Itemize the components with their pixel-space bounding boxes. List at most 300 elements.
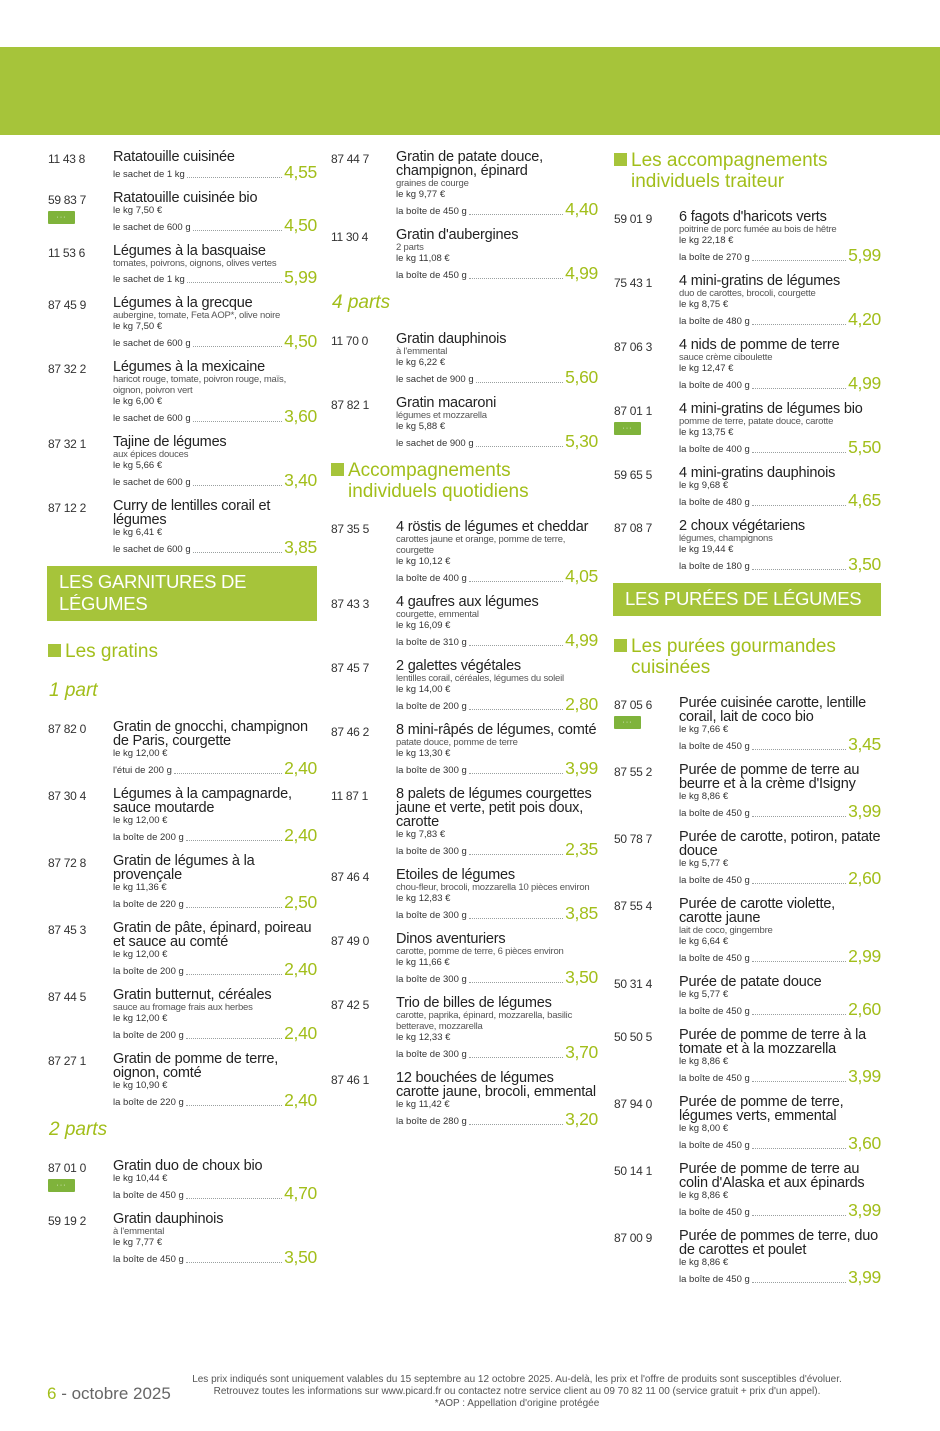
- package-size: le sachet de 900 g: [396, 374, 474, 385]
- product-price: 4,99: [565, 630, 598, 650]
- product-description: carotte, pomme de terre, 6 pièces environ: [396, 946, 564, 957]
- product-description: aubergine, tomate, Feta AOP*, olive noire: [113, 310, 281, 321]
- package-size: la boîte de 450 g: [679, 1207, 750, 1218]
- product-item: [330, 996, 598, 1061]
- price-row: [679, 1068, 881, 1085]
- dot-leader: [476, 446, 563, 447]
- package-size: la boîte de 450 g: [679, 875, 750, 886]
- product-price: 3,60: [848, 1133, 881, 1153]
- section-heading-text: Accompagnements individuels quotidiens: [348, 460, 529, 502]
- product-item: [47, 435, 317, 489]
- dot-leader: [469, 278, 563, 279]
- price-row: [396, 841, 598, 858]
- dot-leader: [752, 1215, 846, 1216]
- product-code: 87 45 3: [48, 923, 86, 937]
- footer-note-aop: *AOP : Appellation d'origine protégée: [434, 1398, 600, 1409]
- product-name: Légumes à la basquaise: [113, 243, 266, 259]
- price-row: [679, 492, 881, 509]
- dot-leader: [186, 840, 282, 841]
- product-price: 2,40: [284, 825, 317, 845]
- unit-price: le kg 10,44 €: [113, 1173, 168, 1184]
- product-description: à l'emmental: [113, 1226, 165, 1237]
- unit-price: le kg 6,64 €: [679, 936, 729, 947]
- package-size: la boîte de 300 g: [396, 910, 467, 921]
- unit-price: le kg 6,41 €: [113, 527, 163, 538]
- product-name: 8 palets de légumes courgettes jaune et verte, petit pois doux, carotte: [396, 786, 592, 830]
- product-price: 4,99: [848, 373, 881, 393]
- dot-leader: [469, 1124, 563, 1125]
- product-code: 11 87 1: [331, 789, 369, 803]
- dot-leader: [476, 382, 563, 383]
- product-name: Légumes à la campagnarde, sauce moutarde: [113, 786, 292, 816]
- product-name: Gratin de pomme de terre, oignon, comté: [113, 1051, 279, 1081]
- product-code: 87 82 0: [48, 722, 86, 736]
- product-description: courgette, emmental: [396, 609, 479, 620]
- price-row: [113, 408, 317, 425]
- price-row: [679, 375, 881, 392]
- product-description: graines de courge: [396, 178, 469, 189]
- product-code: 87 42 5: [331, 998, 369, 1012]
- page-number: 6 - octobre 2025: [47, 1384, 171, 1403]
- product-price: 4,50: [284, 215, 317, 235]
- square-bullet-icon: [331, 463, 344, 476]
- package-size: la boîte de 450 g: [679, 741, 750, 752]
- product-name: Purée de pommes de terre, duo de carottes et poulet: [679, 1228, 878, 1258]
- unit-price: le kg 14,00 €: [396, 684, 451, 695]
- product-item: [47, 787, 317, 844]
- product-description: 2 parts: [396, 242, 424, 253]
- product-name: 2 galettes végétales: [396, 658, 521, 674]
- product-item: [613, 696, 881, 753]
- price-row: [396, 433, 598, 450]
- dot-leader: [752, 749, 846, 750]
- section-heading-text: Les gratins: [65, 641, 158, 662]
- product-price: 2,35: [565, 839, 598, 859]
- unit-price: le kg 7,83 €: [396, 829, 446, 840]
- product-description: pomme de terre, patate douce, carotte: [679, 416, 834, 427]
- unit-price: le kg 6,00 €: [113, 396, 163, 407]
- package-size: la boîte de 400 g: [396, 573, 467, 584]
- product-price: 3,99: [848, 801, 881, 821]
- unit-price: le kg 13,75 €: [679, 427, 734, 438]
- unit-price: le kg 6,22 €: [396, 357, 446, 368]
- footer-note-validity: Les prix indiqués sont uniquement valables du 15 septembre au 12 octobre 2025. Au-delà, les prix et l'offre de produits sont susceptibles d'évoluer.: [192, 1374, 842, 1385]
- package-size: le sachet de 600 g: [113, 544, 191, 555]
- product-item: [330, 787, 598, 858]
- product-name: 8 mini-râpés de légumes, comté: [396, 722, 597, 738]
- dot-leader: [187, 177, 282, 178]
- product-code: 50 78 7: [614, 832, 652, 846]
- price-row: [396, 969, 598, 986]
- unit-price: le kg 12,00 €: [113, 815, 168, 826]
- product-name: Purée de pomme de terre, légumes verts, emmental: [679, 1094, 844, 1124]
- product-price: 2,80: [565, 694, 598, 714]
- portion-heading: 1 part: [49, 680, 98, 701]
- price-row: [396, 201, 598, 218]
- dot-leader: [752, 452, 846, 453]
- product-item: [47, 1052, 317, 1109]
- product-code: 59 19 2: [48, 1214, 86, 1228]
- package-size: la boîte de 450 g: [113, 1190, 184, 1201]
- product-code: 50 50 5: [614, 1030, 652, 1044]
- price-row: [113, 472, 317, 489]
- unit-price: le kg 10,90 €: [113, 1080, 168, 1091]
- package-size: la boîte de 450 g: [396, 270, 467, 281]
- price-row: [113, 217, 317, 234]
- price-row: [679, 1001, 881, 1018]
- price-row: [113, 1249, 317, 1266]
- price-row: [679, 1202, 881, 1219]
- product-item: [613, 1162, 881, 1219]
- product-code: 87 55 2: [614, 765, 652, 779]
- price-row: [679, 439, 881, 456]
- product-code: 87 32 2: [48, 362, 86, 376]
- package-size: la boîte de 280 g: [396, 1116, 467, 1127]
- unit-price: le kg 7,50 €: [113, 321, 163, 332]
- product-name: 4 mini-gratins de légumes bio: [679, 401, 863, 417]
- price-row: [679, 556, 881, 573]
- product-code: 59 65 5: [614, 468, 652, 482]
- column-left: [47, 150, 317, 1276]
- unit-price: le kg 8,86 €: [679, 791, 729, 802]
- price-row: [679, 803, 881, 820]
- product-code: 87 43 3: [331, 597, 369, 611]
- dot-leader: [752, 883, 846, 884]
- package-size: la boîte de 270 g: [679, 252, 750, 263]
- product-name: Purée cuisinée carotte, lentille corail, lait de coco bio: [679, 695, 867, 725]
- package-size: la boîte de 480 g: [679, 316, 750, 327]
- dot-leader: [186, 974, 282, 975]
- dot-leader: [186, 1262, 282, 1263]
- product-name: 4 nids de pomme de terre: [679, 337, 840, 353]
- product-item: [47, 1212, 317, 1266]
- product-name: Tajine de légumes: [113, 434, 227, 450]
- product-price: 2,40: [284, 1023, 317, 1043]
- portion-heading: 2 parts: [49, 1119, 108, 1140]
- product-name: Purée de carotte, potiron, patate douce: [679, 829, 881, 859]
- product-price: 3,45: [848, 734, 881, 754]
- package-size: la boîte de 450 g: [679, 1073, 750, 1084]
- product-item: [47, 296, 317, 350]
- unit-price: le kg 9,77 €: [396, 189, 446, 200]
- product-name: Etoiles de légumes: [396, 867, 515, 883]
- product-price: 5,30: [565, 431, 598, 451]
- dot-leader: [186, 1105, 282, 1106]
- product-description: à l'emmental: [396, 346, 448, 357]
- package-size: la boîte de 220 g: [113, 899, 184, 910]
- unit-price: le kg 12,47 €: [679, 363, 734, 374]
- product-code: 87 32 1: [48, 437, 86, 451]
- unit-price: le kg 7,66 €: [679, 724, 729, 735]
- dot-leader: [752, 260, 846, 261]
- product-price: 3,70: [565, 1042, 598, 1062]
- product-item: [330, 150, 598, 218]
- price-row: [113, 961, 317, 978]
- product-code: 87 45 7: [331, 661, 369, 675]
- price-row: [396, 1044, 598, 1061]
- unit-price: le kg 8,00 €: [679, 1123, 729, 1134]
- dot-leader: [193, 485, 282, 486]
- package-size: le sachet de 600 g: [113, 222, 191, 233]
- product-item: [47, 244, 317, 286]
- section-heading: [330, 460, 598, 502]
- product-code: 87 72 8: [48, 856, 86, 870]
- section-banner: LES GARNITURES DE LÉGUMES: [47, 566, 317, 621]
- product-price: 3,50: [848, 554, 881, 574]
- product-item: [613, 274, 881, 328]
- bio-label-icon: ···: [48, 1179, 75, 1192]
- price-row: [679, 247, 881, 264]
- product-price: 5,99: [284, 267, 317, 287]
- bio-label-icon: ···: [614, 422, 641, 435]
- unit-price: le kg 12,00 €: [113, 949, 168, 960]
- product-price: 3,20: [565, 1109, 598, 1129]
- product-price: 4,20: [848, 309, 881, 329]
- dot-leader: [469, 773, 563, 774]
- product-name: Légumes à la mexicaine: [113, 359, 265, 375]
- product-description: aux épices douces: [113, 449, 189, 460]
- package-size: la boîte de 310 g: [396, 637, 467, 648]
- section-heading: [613, 636, 881, 678]
- product-item: [613, 830, 881, 887]
- package-size: la boîte de 300 g: [396, 1049, 467, 1060]
- price-row: [396, 632, 598, 649]
- unit-price: le kg 8,86 €: [679, 1190, 729, 1201]
- price-row: [113, 269, 317, 286]
- price-row: [113, 760, 317, 777]
- price-row: [113, 333, 317, 350]
- product-description: patate douce, pomme de terre: [396, 737, 518, 748]
- product-name: Purée de carotte violette, carotte jaune: [679, 896, 836, 926]
- product-description: légumes et mozzarella: [396, 410, 487, 421]
- product-item: [330, 659, 598, 713]
- product-item: [613, 466, 881, 509]
- unit-price: le kg 5,77 €: [679, 858, 729, 869]
- product-item: [613, 897, 881, 965]
- product-description: carottes jaune et orange, pomme de terre, courgette: [396, 534, 566, 556]
- unit-price: le kg 11,08 €: [396, 253, 450, 264]
- product-item: [613, 519, 881, 573]
- price-row: [679, 1269, 881, 1286]
- product-name: Ratatouille cuisinée: [113, 149, 235, 165]
- product-item: [330, 723, 598, 777]
- product-code: 87 82 1: [331, 398, 369, 412]
- product-code: 87 01 1: [614, 404, 652, 418]
- dot-leader: [469, 982, 563, 983]
- product-code: 87 12 2: [48, 501, 86, 515]
- product-item: [330, 595, 598, 649]
- package-size: la boîte de 200 g: [396, 701, 467, 712]
- product-item: [47, 499, 317, 556]
- product-name: Dinos aventuriers: [396, 931, 506, 947]
- price-row: [113, 164, 317, 181]
- dot-leader: [469, 581, 563, 582]
- product-item: [613, 1095, 881, 1152]
- bio-label-icon: ···: [614, 716, 641, 729]
- unit-price: le kg 22,18 €: [679, 235, 734, 246]
- product-description: poitrine de porc fumée au bois de hêtre: [679, 224, 837, 235]
- product-code: 75 43 1: [614, 276, 652, 290]
- product-price: 2,40: [284, 959, 317, 979]
- product-item: [47, 921, 317, 978]
- product-name: Gratin de gnocchi, champignon de Paris, courgette: [113, 719, 308, 749]
- dot-leader: [174, 773, 282, 774]
- bio-label-icon: ···: [48, 211, 75, 224]
- footer-note-contact: Retrouvez toutes les informations sur www.picard.fr ou contactez notre service client au 09 70 82 11 00 (service gratuit + prix d'un appel).: [213, 1386, 821, 1397]
- package-size: la boîte de 200 g: [113, 832, 184, 843]
- product-price: 3,99: [848, 1200, 881, 1220]
- product-price: 3,99: [848, 1066, 881, 1086]
- dot-leader: [469, 214, 563, 215]
- product-code: 11 43 8: [48, 152, 86, 166]
- product-item: [330, 332, 598, 386]
- product-description: duo de carottes, brocoli, courgette: [679, 288, 816, 299]
- unit-price: le kg 7,50 €: [113, 205, 163, 216]
- product-item: [613, 338, 881, 392]
- product-price: 4,50: [284, 331, 317, 351]
- product-name: Gratin dauphinois: [113, 1211, 224, 1227]
- package-size: la boîte de 200 g: [113, 966, 184, 977]
- product-description: tomates, poivrons, oignons, olives vertes: [113, 258, 277, 269]
- unit-price: le kg 5,88 €: [396, 421, 446, 432]
- product-item: [47, 720, 317, 777]
- product-name: Purée de pomme de terre au beurre et à la crème d'Isigny: [679, 762, 860, 792]
- product-code: 87 55 4: [614, 899, 652, 913]
- product-item: [330, 520, 598, 585]
- product-name: 4 mini-gratins de légumes: [679, 273, 841, 289]
- product-code: 87 46 2: [331, 725, 369, 739]
- product-item: [330, 396, 598, 450]
- product-code: 59 01 9: [614, 212, 652, 226]
- unit-price: le kg 9,68 €: [679, 480, 729, 491]
- unit-price: le kg 5,66 €: [113, 460, 163, 471]
- package-size: la boîte de 300 g: [396, 765, 467, 776]
- dot-leader: [193, 230, 282, 231]
- product-description: haricot rouge, tomate, poivron rouge, maïs, oignon, poivron vert: [113, 374, 287, 396]
- product-code: 87 46 4: [331, 870, 369, 884]
- product-name: Gratin macaroni: [396, 395, 497, 411]
- product-price: 5,99: [848, 245, 881, 265]
- section-banner: LES PURÉES DE LÉGUMES: [613, 583, 881, 616]
- price-row: [396, 905, 598, 922]
- package-size: le sachet de 1 kg: [113, 274, 185, 285]
- unit-price: le kg 19,44 €: [679, 544, 734, 555]
- package-size: la boîte de 180 g: [679, 561, 750, 572]
- price-row: [396, 369, 598, 386]
- product-item: [47, 360, 317, 425]
- product-code: 11 30 4: [331, 230, 369, 244]
- unit-price: le kg 7,77 €: [113, 1237, 163, 1248]
- unit-price: le kg 12,83 €: [396, 893, 451, 904]
- product-item: [613, 763, 881, 820]
- price-row: [113, 1185, 317, 1202]
- unit-price: le kg 13,30 €: [396, 748, 451, 759]
- dot-leader: [186, 907, 282, 908]
- product-price: 3,99: [848, 1267, 881, 1287]
- unit-price: le kg 16,09 €: [396, 620, 451, 631]
- product-name: 4 gaufres aux légumes: [396, 594, 539, 610]
- section-heading-text: Les purées gourmandes cuisinées: [631, 636, 836, 678]
- dot-leader: [752, 388, 846, 389]
- product-name: 4 röstis de légumes et cheddar: [396, 519, 589, 535]
- product-item: [330, 868, 598, 922]
- product-name: Ratatouille cuisinée bio: [113, 190, 258, 206]
- product-item: [330, 228, 598, 282]
- dot-leader: [752, 1282, 846, 1283]
- product-code: 87 05 6: [614, 698, 652, 712]
- package-size: le sachet de 900 g: [396, 438, 474, 449]
- unit-price: le kg 11,36 €: [113, 882, 167, 893]
- package-size: la boîte de 400 g: [679, 380, 750, 391]
- dot-leader: [469, 709, 563, 710]
- unit-price: le kg 12,33 €: [396, 1032, 451, 1043]
- product-price: 3,85: [565, 903, 598, 923]
- dot-leader: [193, 552, 282, 553]
- product-price: 4,40: [565, 199, 598, 219]
- price-row: [396, 1111, 598, 1128]
- price-row: [679, 870, 881, 887]
- product-name: 12 bouchées de légumes carotte jaune, brocoli, emmental: [396, 1070, 596, 1100]
- product-item: [47, 854, 317, 911]
- unit-price: le kg 10,12 €: [396, 556, 451, 567]
- product-description: lait de coco, gingembre: [679, 925, 773, 936]
- package-size: la boîte de 400 g: [679, 444, 750, 455]
- section-heading-text: Les accompagnements individuels traiteur: [631, 150, 828, 192]
- dot-leader: [752, 961, 846, 962]
- product-code: 11 70 0: [331, 334, 369, 348]
- product-price: 2,40: [284, 758, 317, 778]
- product-code: 87 35 5: [331, 522, 369, 536]
- column-right: [613, 150, 881, 1296]
- product-price: 2,99: [848, 946, 881, 966]
- product-code: 87 46 1: [331, 1073, 369, 1087]
- product-price: 2,40: [284, 1090, 317, 1110]
- product-code: 87 45 9: [48, 298, 86, 312]
- product-item: [330, 1071, 598, 1128]
- unit-price: le kg 8,86 €: [679, 1257, 729, 1268]
- product-description: sauce au fromage frais aux herbes: [113, 1002, 253, 1013]
- price-row: [113, 1092, 317, 1109]
- price-row: [113, 894, 317, 911]
- square-bullet-icon: [48, 644, 61, 657]
- price-row: [113, 1025, 317, 1042]
- product-name: Gratin duo de choux bio: [113, 1158, 263, 1174]
- unit-price: le kg 8,75 €: [679, 299, 729, 310]
- product-price: 3,50: [284, 1247, 317, 1267]
- product-item: [47, 988, 317, 1042]
- unit-price: le kg 8,86 €: [679, 1056, 729, 1067]
- dot-leader: [752, 569, 846, 570]
- price-row: [679, 948, 881, 965]
- package-size: la boîte de 450 g: [679, 1140, 750, 1151]
- dot-leader: [186, 1198, 282, 1199]
- package-size: la boîte de 300 g: [396, 846, 467, 857]
- package-size: la boîte de 200 g: [113, 1030, 184, 1041]
- product-code: 50 31 4: [614, 977, 652, 991]
- product-item: [613, 1028, 881, 1085]
- dot-leader: [187, 282, 282, 283]
- product-code: 50 14 1: [614, 1164, 652, 1178]
- product-price: 3,40: [284, 470, 317, 490]
- product-code: 87 94 0: [614, 1097, 652, 1111]
- dot-leader: [752, 816, 846, 817]
- product-name: 4 mini-gratins dauphinois: [679, 465, 836, 481]
- dot-leader: [752, 1081, 846, 1082]
- dot-leader: [469, 1057, 563, 1058]
- product-code: 87 30 4: [48, 789, 86, 803]
- product-item: [613, 1229, 881, 1286]
- product-name: Curry de lentilles corail et légumes: [113, 498, 271, 528]
